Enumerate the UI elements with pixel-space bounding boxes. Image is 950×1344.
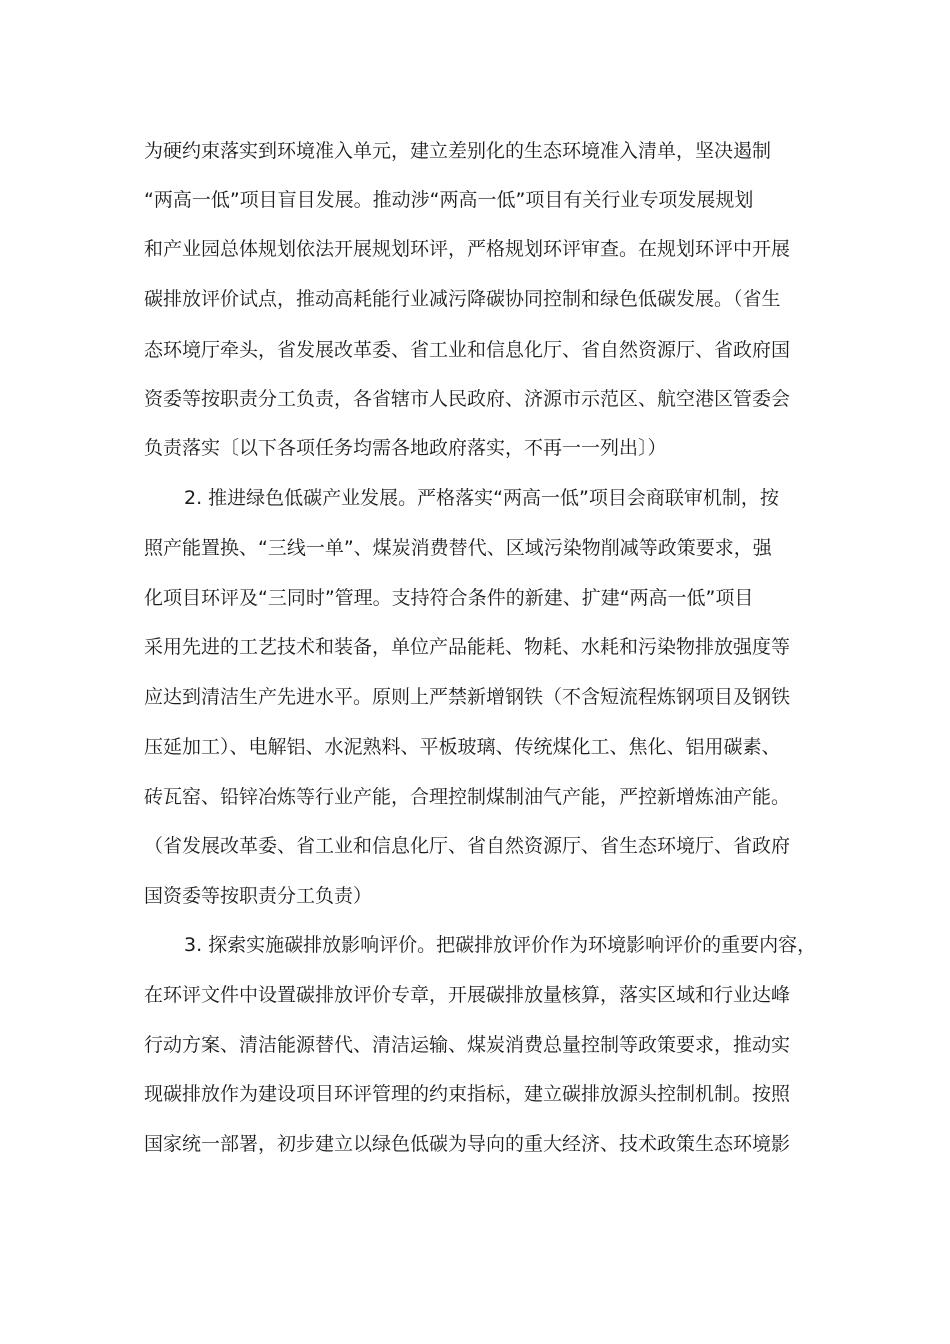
text-line-17: 3. 探索实施碳排放影响评价。把碳排放评价作为环境影响评价的重要内容，: [184, 934, 817, 956]
text-line-19: 行动方案、清洁能源替代、清洁运输、煤炭消费总量控制等政策要求，推动实: [144, 1034, 791, 1056]
text-line-5: 态环境厅牵头，省发展改革委、省工业和信息化厅、省自然资源厅、省政府国: [144, 339, 791, 361]
text-line-11: 采用先进的工艺技术和装备，单位产品能耗、物耗、水耗和污染物排放强度等: [144, 636, 791, 658]
text-line-14: 砖瓦窑、铅锌冶炼等行业产能，合理控制煤制油气产能，严控新增炼油产能。: [144, 786, 791, 808]
text-line-7: 负责落实〔以下各项任务均需各地政府落实，不再一一列出〕）: [144, 437, 667, 459]
text-line-12: 应达到清洁生产先进水平。原则上严禁新增钢铁（不含短流程炼钢项目及钢铁: [144, 686, 791, 708]
text-line-3: 和产业园总体规划依法开展规划环评，严格规划环评审查。在规划环评中开展: [144, 238, 791, 260]
text-line-21: 国家统一部署，初步建立以绿色低碳为导向的重大经济、技术政策生态环境影: [144, 1133, 791, 1155]
text-line-2: “两高一低”项目盲目发展。推动涉“两高一低”项目有关行业专项发展规划: [144, 189, 754, 211]
text-line-1: 为硬约束落实到环境准入单元，建立差别化的生态环境准入清单，坚决遏制: [144, 140, 772, 162]
text-line-6: 资委等按职责分工负责，各省辖市人民政府、济源市示范区、航空港区管委会: [144, 388, 791, 410]
text-line-4: 碳排放评价试点，推动高耗能行业减污降碳协同控制和绿色低碳发展。（省生: [144, 288, 781, 310]
text-line-9: 照产能置换、“三线一单”、煤炭消费替代、区域污染物削减等政策要求，强: [144, 537, 772, 559]
text-line-15: （省发展改革委、省工业和信息化厅、省自然资源厅、省生态环境厅、省政府: [144, 835, 791, 857]
text-line-20: 现碳排放作为建设项目环评管理的约束指标，建立碳排放源头控制机制。按照: [144, 1083, 791, 1105]
text-line-13: 压延加工）、电解铝、水泥熟料、平板玻璃、传统煤化工、焦化、铝用碳素、: [144, 736, 781, 758]
text-line-10: 化项目环评及“三同时”管理。支持符合条件的新建、扩建“两高一低”项目: [144, 587, 754, 609]
text-line-8: 2. 推进绿色低碳产业发展。严格落实“两高一低”项目会商联审机制，按: [184, 487, 779, 509]
text-line-18: 在环评文件中设置碳排放评价专章，开展碳排放量核算，落实区域和行业达峰: [144, 984, 791, 1006]
text-line-16: 国资委等按职责分工负责）: [144, 885, 373, 907]
